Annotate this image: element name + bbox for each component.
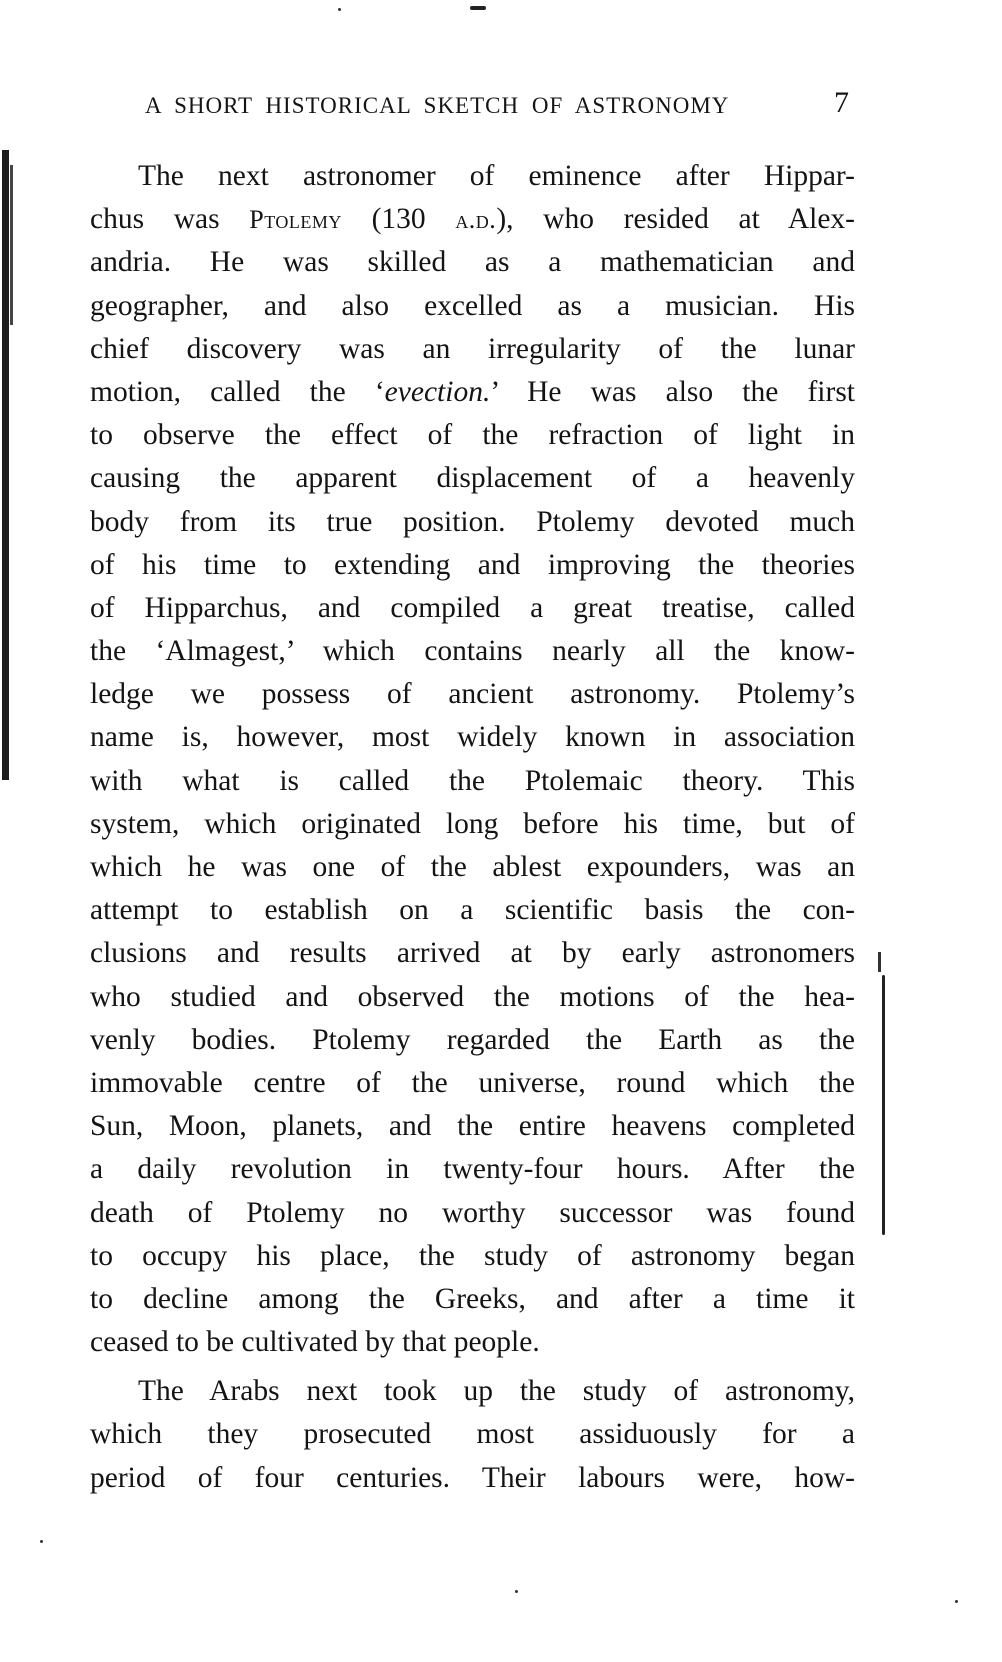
text-line: of Hipparchus, and compiled a great treatise, called bbox=[90, 591, 855, 624]
text-line: which they prosecuted most assiduously for a bbox=[90, 1418, 855, 1451]
scan-speck bbox=[515, 1590, 518, 1593]
text-line: The Arabs next took up the study of astronomy, bbox=[138, 1375, 855, 1408]
text-line: chief discovery was an irregularity of the lunar bbox=[90, 332, 855, 365]
text-line: geographer, and also excelled as a musician. His bbox=[90, 289, 855, 322]
text-line bbox=[90, 198, 855, 241]
name-smallcaps: Ptolemy bbox=[249, 205, 342, 235]
era-smallcaps: a.d. bbox=[455, 205, 497, 235]
text-run: (130 bbox=[341, 203, 456, 236]
text-line: period of four centuries. Their labours were, how- bbox=[90, 1461, 855, 1494]
text-line: to observe the effect of the refraction of light in bbox=[90, 419, 855, 452]
text-line: to occupy his place, the study of astronomy began bbox=[90, 1239, 855, 1272]
text-line: immovable centre of the universe, round which the bbox=[90, 1066, 855, 1099]
page-number: 7 bbox=[834, 86, 849, 119]
text-run: motion, called the ‘ bbox=[90, 375, 385, 408]
text-line: of his time to extending and improving the theories bbox=[90, 548, 855, 581]
scan-mark bbox=[470, 6, 486, 10]
italic-term: evection. bbox=[384, 375, 491, 408]
text-line: death of Ptolemy no worthy successor was found bbox=[90, 1196, 855, 1229]
text-line: a daily revolution in twenty-four hours. After the bbox=[90, 1153, 855, 1186]
margin-scan-bar-secondary bbox=[10, 165, 13, 325]
margin-scan-bar bbox=[2, 150, 9, 780]
text-line: ledge we possess of ancient astronomy. Ptolemy’s bbox=[90, 678, 855, 711]
text-line: system, which originated long before his time, but of bbox=[90, 807, 855, 840]
text-line: andria. He was skilled as a mathematician and bbox=[90, 246, 855, 279]
text-line: ceased to be cultivated by that people. bbox=[90, 1326, 540, 1359]
scan-speck bbox=[955, 1600, 958, 1603]
text-line: attempt to establish on a scientific basis the con- bbox=[90, 894, 855, 927]
paragraph bbox=[90, 1370, 855, 1500]
text-line: name is, however, most widely known in association bbox=[90, 721, 855, 754]
running-title: A SHORT HISTORICAL SKETCH OF ASTRONOMY bbox=[145, 93, 730, 118]
text-line: who studied and observed the motions of the hea- bbox=[90, 980, 855, 1013]
body-text bbox=[90, 155, 855, 1500]
text-line: clusions and results arrived at by early astronomers bbox=[90, 937, 855, 970]
text-line: which he was one of the ablest expounders, was an bbox=[90, 851, 855, 883]
scan-speck bbox=[40, 1540, 43, 1543]
text-line: Sun, Moon, planets, and the entire heavens completed bbox=[90, 1110, 855, 1143]
text-line: the ‘Almagest,’ which contains nearly all the know- bbox=[90, 635, 855, 668]
margin-bracket bbox=[882, 975, 885, 1235]
text-line: The next astronomer of eminence after Hippar- bbox=[138, 160, 855, 192]
margin-tick bbox=[878, 952, 881, 972]
text-line bbox=[90, 371, 855, 414]
text-line: causing the apparent displacement of a heavenly bbox=[90, 462, 855, 495]
text-run: chus was bbox=[90, 203, 250, 236]
text-run: ’ He was also the first bbox=[490, 375, 856, 408]
text-line: body from its true position. Ptolemy devoted much bbox=[90, 505, 855, 538]
scan-speck bbox=[338, 8, 341, 11]
text-run: ), who resided at Alex- bbox=[496, 203, 855, 236]
text-line: to decline among the Greeks, and after a time it bbox=[90, 1282, 855, 1315]
text-line: with what is called the Ptolemaic theory. This bbox=[90, 764, 855, 797]
paragraph bbox=[90, 155, 855, 1364]
text-line: venly bodies. Ptolemy regarded the Earth as the bbox=[90, 1023, 855, 1056]
